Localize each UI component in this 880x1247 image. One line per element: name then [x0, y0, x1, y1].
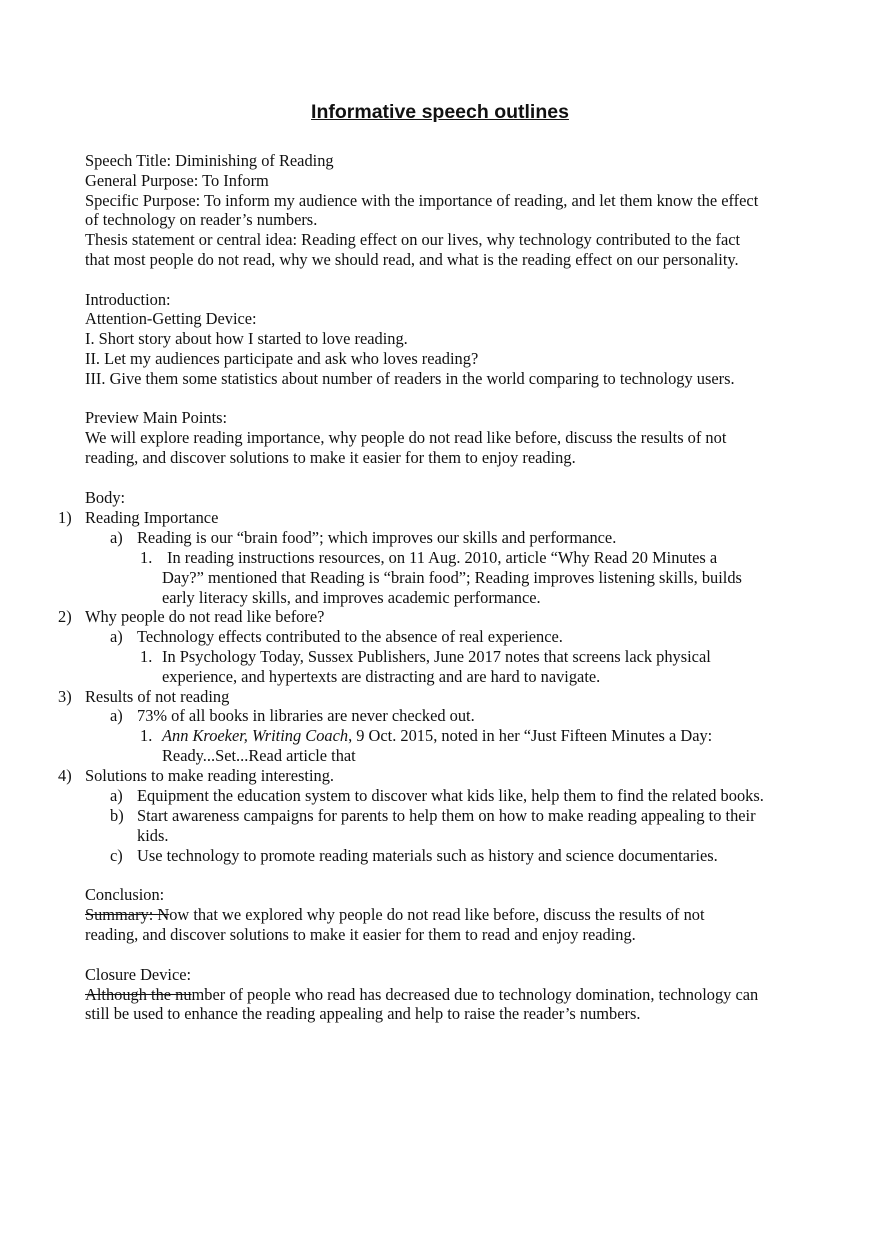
- preview-line1: We will explore reading importance, why people do not read like before, discuss the results of not: [85, 428, 727, 447]
- closure-line1: [85, 985, 758, 1005]
- point-1a-i-number: 1.: [140, 548, 153, 567]
- speech-title: Speech Title: Diminishing of Reading: [85, 151, 334, 170]
- point-3a-number: a): [110, 706, 123, 725]
- point-4c-number: c): [110, 846, 123, 865]
- point-4b-number: b): [110, 806, 124, 825]
- point-2a-i-line1: In Psychology Today, Sussex Publishers, June 2017 notes that screens lack physical: [162, 647, 711, 666]
- point-1a-i-line1: In reading instructions resources, on 11 Aug. 2010, article “Why Read 20 Minutes a: [167, 548, 718, 567]
- body-heading: Body:: [85, 488, 126, 507]
- point-1-number: 1): [58, 508, 72, 527]
- point-2a-text: Technology effects contributed to the absence of real experience.: [137, 627, 563, 646]
- point-2a-i-number: 1.: [140, 647, 153, 666]
- citation-author: Ann Kroeker, Writing Coach: [162, 726, 349, 745]
- intro-item-2: II. Let my audiences participate and ask who loves reading?: [85, 349, 479, 368]
- preview-line2: reading, and discover solutions to make it easier for them to enjoy reading.: [85, 448, 576, 467]
- point-4a-number: a): [110, 786, 123, 805]
- point-3-label: Results of not reading: [85, 687, 230, 706]
- conclusion-summary-line2: reading, and discover solutions to make it easier for them to read and enjoy reading.: [85, 925, 636, 944]
- conclusion-heading: Conclusion:: [85, 885, 165, 904]
- conclusion-summary-line1: [85, 905, 705, 925]
- closure-rest: mber of people who read has decreased due to technology domination, technology can: [191, 985, 759, 1004]
- point-2-label: Why people do not read like before?: [85, 607, 325, 626]
- point-2-number: 2): [58, 607, 72, 626]
- point-4c-text: Use technology to promote reading materials such as history and science documentaries.: [137, 846, 718, 865]
- specific-purpose-line2: of technology on reader’s numbers.: [85, 210, 318, 229]
- point-3a-i-line2: Ready...Set...Read article that: [162, 746, 356, 765]
- point-4-label: Solutions to make reading interesting.: [85, 766, 335, 785]
- point-1a-number: a): [110, 528, 123, 547]
- introduction-heading: Introduction:: [85, 290, 171, 309]
- point-2a-number: a): [110, 627, 123, 646]
- citation-rest: , 9 Oct. 2015, noted in her “Just Fifteen Minutes a Day:: [348, 726, 713, 745]
- point-4a-text: Equipment the education system to discover what kids like, help them to find the related books.: [137, 786, 764, 805]
- page-title: Informative speech outlines: [311, 101, 569, 123]
- closure-heading: Closure Device:: [85, 965, 192, 984]
- attention-device-heading: Attention-Getting Device:: [85, 309, 257, 328]
- intro-item-1: I. Short story about how I started to love reading.: [85, 329, 408, 348]
- point-2a-i-line2: experience, and hypertexts are distracting and are hard to navigate.: [162, 667, 601, 686]
- point-3a-i-line1: [162, 726, 712, 746]
- point-3a-i-number: 1.: [140, 726, 153, 745]
- closure-line2: still be used to enhance the reading appealing and help to raise the reader’s numbers.: [85, 1004, 641, 1023]
- point-1a-i-line3: early literacy skills, and improves academic performance.: [162, 588, 541, 607]
- point-4b-line2: kids.: [137, 826, 169, 845]
- point-1a-i-line2: Day?” mentioned that Reading is “brain food”; Reading improves listening skills, builds: [162, 568, 742, 587]
- struck-summary-label: Summary: N: [85, 905, 170, 924]
- preview-heading: Preview Main Points:: [85, 408, 228, 427]
- specific-purpose-line1: Specific Purpose: To inform my audience with the importance of reading, and let them know the effect: [85, 191, 759, 210]
- general-purpose: General Purpose: To Inform: [85, 171, 269, 190]
- point-1a-text: Reading is our “brain food”; which improves our skills and performance.: [137, 528, 617, 547]
- point-3-number: 3): [58, 687, 72, 706]
- summary-rest: ow that we explored why people do not read like before, discuss the results of not: [169, 905, 705, 924]
- struck-closure-text: Although the nu: [85, 985, 192, 1004]
- point-4b-line1: Start awareness campaigns for parents to help them on how to make reading appealing to their: [137, 806, 756, 825]
- thesis-line2: that most people do not read, why we should read, and what is the reading effect on our personality.: [85, 250, 739, 269]
- point-4-number: 4): [58, 766, 72, 785]
- thesis-line1: Thesis statement or central idea: Reading effect on our lives, why technology contributed to the fact: [85, 230, 741, 249]
- point-1-label: Reading Importance: [85, 508, 219, 527]
- intro-item-3: III. Give them some statistics about number of readers in the world comparing to technology users.: [85, 369, 735, 388]
- point-3a-text: 73% of all books in libraries are never checked out.: [137, 706, 475, 725]
